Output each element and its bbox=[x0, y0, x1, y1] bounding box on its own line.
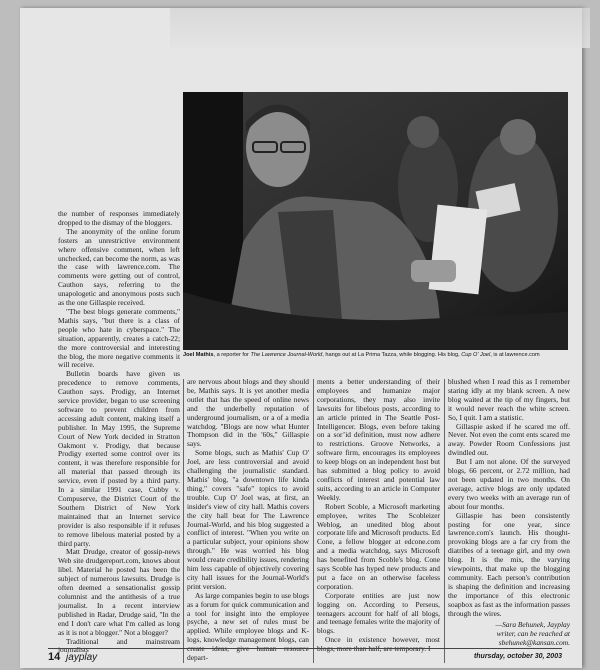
article-photo bbox=[183, 92, 568, 350]
paragraph: Some blogs, such as Mathis' Cup O' Joel, are less controversial and avoid challenging the journalistic standard. Mathis' blog, "a downtown life kinda thing," covers "safe" topics to avoid trouble. Cup O' Joel was, at first, an insider's view of city hall. Mathis covers the city hall beat for The Lawrence Journal-World, and his blog suggested a conflict of interest. "When you write on a particular subject, your opinions show through." He was worried his blog would create credibility issues, rendering him less capable of objectively covering city hall issues for the Journal-World's print version. bbox=[187, 448, 309, 591]
page-footer bbox=[48, 648, 562, 663]
paragraph: blushed when I read this as I remember staring idly at my blank screen. A new blog waited at the tip of my fingers, but it would never reach the white screen. So, I quit. I am a statistic. bbox=[448, 378, 570, 422]
paragraph: Gillaspie asked if he scared me off. Never. Not even the comt ents scared me away. Powder Room Confessions just dwindled out. bbox=[448, 421, 570, 458]
paragraph: are nervous about blogs and they should be, Mathis says. It is yet another media outlet that has the speed of online news and the underbelly reputation of underground journalism, or a of a media watchdog. "Blogs are now what Hunter Thompson did in the '60s," Gillaspie says. bbox=[187, 378, 309, 449]
signature-email: sbehunek@kansan.com. bbox=[498, 638, 570, 648]
paragraph: But I am not alone. Of the surveyed blogs, 66 percent, or 2.72 million, had not been updated in two months. On average, active blogs are only updated every two weeks with an average run of about four months. bbox=[448, 457, 570, 511]
article-column-3 bbox=[317, 378, 440, 663]
photo-caption bbox=[183, 352, 568, 359]
caption-text-2: , hangs out at La Prima Tazza, while blogging. His blog, bbox=[322, 352, 462, 358]
page-number: 14 bbox=[48, 651, 61, 663]
column-divider bbox=[444, 379, 445, 663]
paragraph: As large companies begin to use blogs as a forum for quick communication and a tool for insight into the employee psyche, a new set of rules must be applied. While employee blogs and K-logs, knowledge management blogs, can create ideas, give human resource depart- bbox=[187, 590, 309, 663]
column-divider bbox=[313, 379, 314, 663]
paragraph: The anonymity of the online forum fosters an unrestrictive environment where offensive comment, when left unchecked, can become the norm, as was the case with lawrence.com. The comments were getting out of control, Cauthon says, referring to the unapologetic and anonymous posts such as the one Gillaspie received. bbox=[58, 226, 180, 308]
magazine-page bbox=[20, 8, 582, 668]
paragraph: ments a better understanding of their employees and humanize major corporations, they may also invite lawsuits for libelous posts, according to an article printed in The Seattle Post-Intelligencer. Blogs, even before taking on a sor’id definition, must now adhere to restrictions. Groove Networks, a software firm, encourages its employees to keep blogs on an independent host but has submitted a blog policy to avoid conflicts of interest and potential law suits, according to an article in Computer Weekly. bbox=[317, 378, 440, 502]
author-signature bbox=[448, 621, 570, 648]
paragraph: the number of responses immediately dropped to the dismay of the bloggers. bbox=[58, 210, 180, 227]
paragraph: Traditional and mainstream journalists bbox=[58, 636, 180, 655]
issue-date: thursday, october 30, 2003 bbox=[473, 653, 562, 660]
article-column-4 bbox=[448, 378, 570, 663]
paragraph: Gillaspie has been consistently posting for one year, since lawrence.com's launch. His thought-provoking blogs are a far cry from the diatribes of a teenage girl, and my own blog. It is the mix, the varying viewpoints, that make up the blogging community. Each person's contribution is shaping the definition and increasing the importance of this electronic soapbox as fast as the information passes through the wires. bbox=[448, 510, 570, 618]
photo-illustration bbox=[183, 92, 568, 350]
paragraph: Bulletin boards have given us precedence to remove comments, Cauthon says. Prodigy, an Internet service provider, began to use screening software to prevent children from accessing adult content, making itself a publisher. In May 1995, the Supreme Court of New York decided in Stratton Oakmont v. Prodigy, that because Prodigy exerted some control over its content, it was therefore responsible for all material that passed through its service, even if posted by a third party. In a similar 1991 case, Cubby v. Compuserve, the District Court of the Southern District of New York maintained that an Internet service provider is also responsible if it refuses to remove libelous material posted by a third party. bbox=[58, 369, 180, 548]
caption-publication: The Lawrence Journal-World bbox=[250, 352, 323, 358]
publication-name: jayplay bbox=[66, 652, 98, 663]
caption-name: Joel Mathis bbox=[183, 352, 214, 358]
folio bbox=[48, 651, 97, 663]
paragraph: Matt Drudge, creator of gossip-news Web site drudgereport.com, knows about libel. Material he posted has been the subject of numerous lawsuits. Drudge is often deemed a sensationalist gossip columnist and the antithesis of a true journalist. In a recent interview published in Radar, Drudge said, "In the end I don't care what I'm called as long as it is not a blogger." Not a blogger? bbox=[58, 547, 180, 637]
signature-line: writer, can be reached at bbox=[496, 629, 570, 639]
signature-line: —Sara Behunek, Jayplay bbox=[495, 620, 570, 630]
article-column-2 bbox=[187, 378, 309, 663]
paragraph: Once in existence however, most blogs, more than half, are temporary. I bbox=[317, 635, 440, 654]
paragraph: Robert Scoble, a Microsoft marketing employee, writes The Scobleizer Weblog, an unedited blog about corporate life and Microsoft products. Ed Cone, a fellow blogger at edcone.com and a media watchdog, says Microsoft has benefited from Scoble's blog. Cone says Scoble has hyped new products and put a face on an otherwise faceless corporation. bbox=[317, 501, 440, 591]
paragraph: Corporate entities are just now logging on. According to Perseus, teenagers account for half of all blogs, and teenage females write the majority of blogs. bbox=[317, 590, 440, 636]
caption-text-3: , is at lawrence.com bbox=[490, 352, 540, 358]
article-column-1 bbox=[58, 210, 180, 662]
caption-text-1: , a reporter for bbox=[213, 352, 251, 358]
paragraph: "The best blogs generate comments," Mathis says, "but there is a class of people who hate in cyberspace." The situation, apparently, creates a catch-22; the more controversial and interesting the blog, the more negative comments it will receive. bbox=[58, 306, 180, 370]
bleed-through-shadow bbox=[170, 8, 590, 48]
column-divider bbox=[183, 379, 184, 663]
caption-blog: Cup O' Joel bbox=[461, 352, 491, 358]
